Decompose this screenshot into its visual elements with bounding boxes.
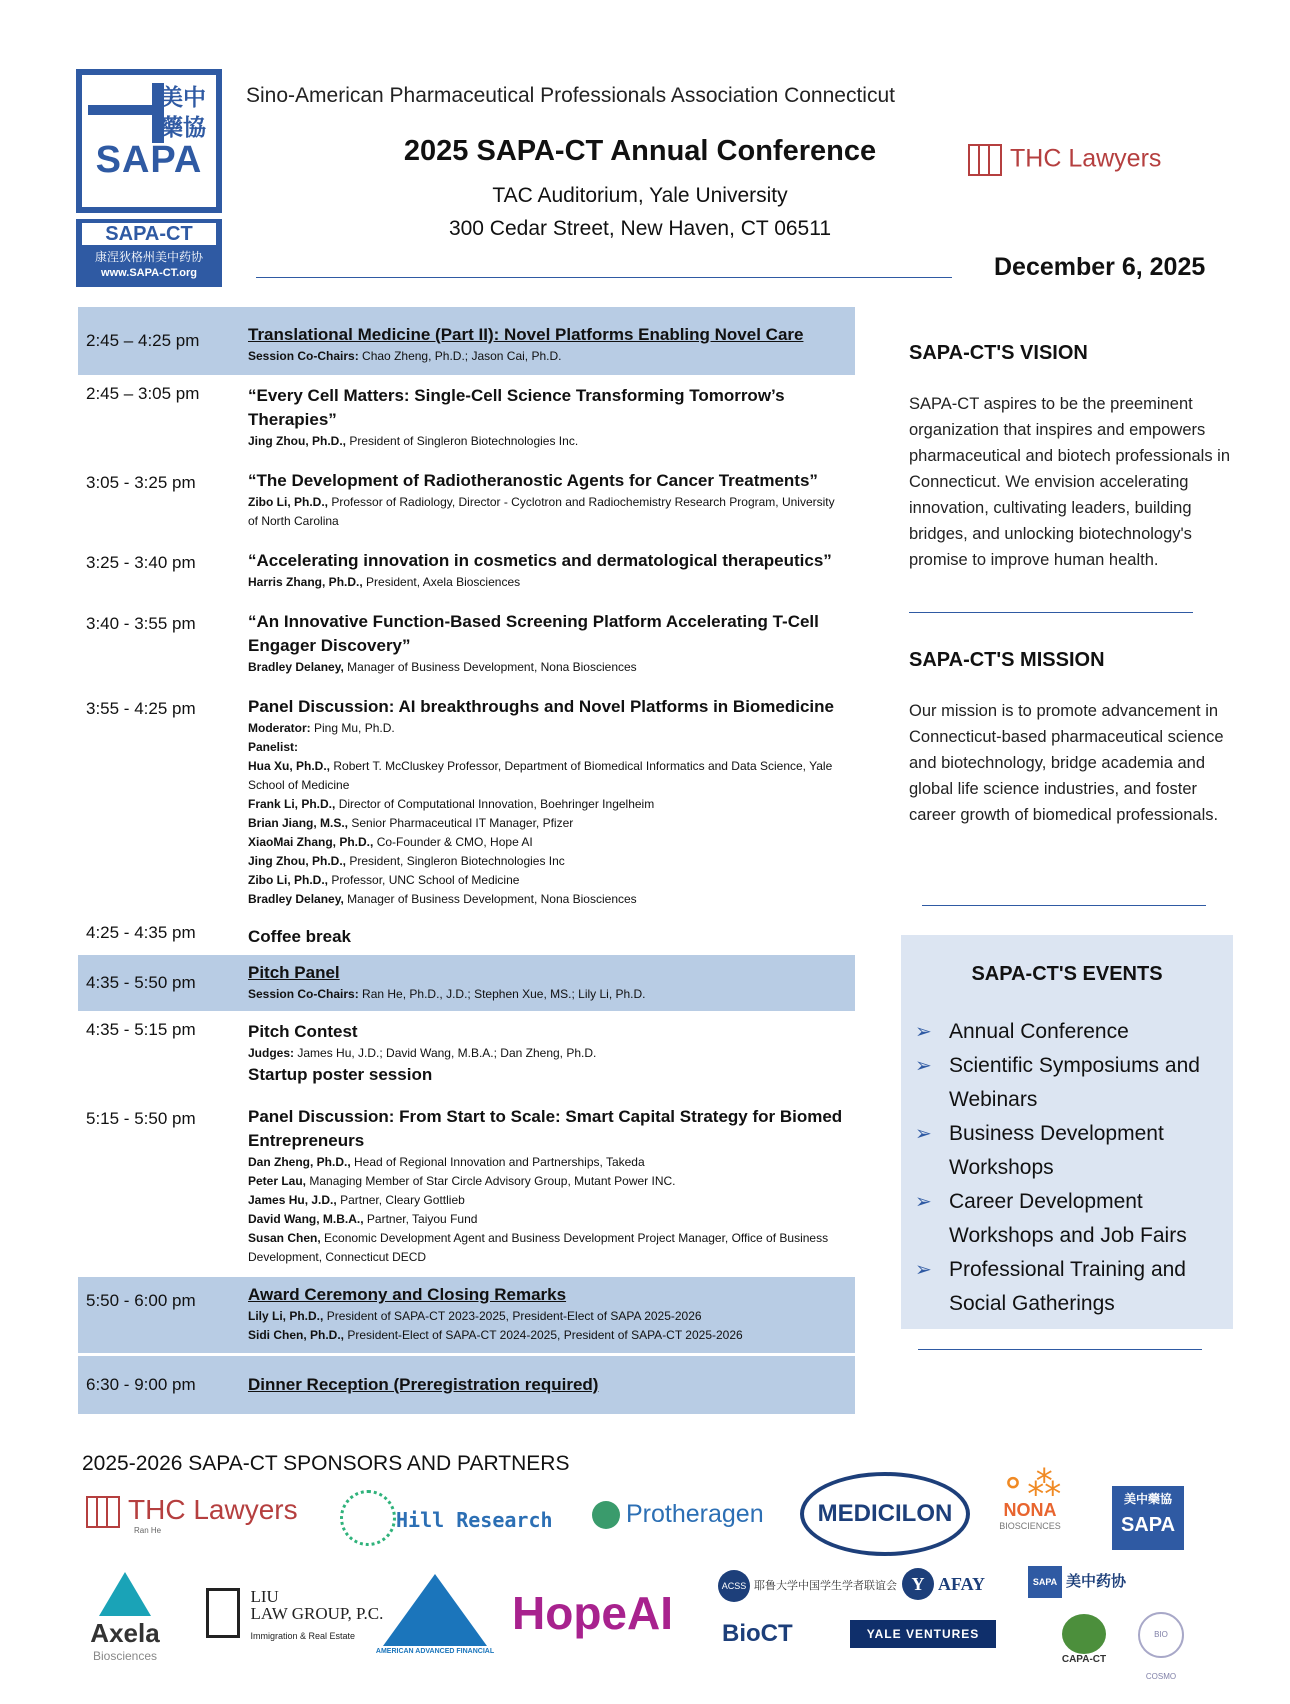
- nona-label: NONA: [1003, 1500, 1057, 1520]
- sponsor-yale-ventures: YALE VENTURES: [850, 1620, 996, 1648]
- conference-date: December 6, 2025: [994, 253, 1206, 281]
- panelist-affiliation: Senior Pharmaceutical IT Manager, Pfizer: [351, 816, 574, 830]
- capa-label: CAPA-CT: [1061, 1654, 1107, 1665]
- org-name: Sino-American Pharmaceutical Professionals Association Connecticut: [246, 84, 895, 107]
- panelist-affiliation: Co-Founder & CMO, Hope AI: [376, 835, 533, 849]
- talk-title: “Every Cell Matters: Single-Cell Science Transforming Tomorrow’s Therapies”: [248, 386, 785, 429]
- events-list: [915, 1015, 1227, 1321]
- panelist-affiliation: Manager of Business Development, Nona Biosciences: [347, 892, 637, 906]
- speaker-affiliation: President-Elect of SAPA-CT 2024-2025, President of SAPA-CT 2025-2026: [347, 1328, 743, 1342]
- events-divider: [918, 1349, 1202, 1350]
- event-label: Professional Training and Social Gatherings: [949, 1258, 1186, 1315]
- panelist-item: [248, 890, 847, 909]
- agenda-row-panel1: [78, 691, 855, 915]
- agenda-row-talk4: [78, 606, 855, 683]
- panelist-name: Peter Lau,: [248, 1174, 307, 1188]
- session-title: Dinner Reception (Preregistration required): [248, 1375, 599, 1394]
- thc-lawyers-label: THC Lawyers: [128, 1494, 298, 1525]
- session-chairs: Chao Zheng, Ph.D.; Jason Cai, Ph.D.: [362, 349, 562, 363]
- panelist-affiliation: Professor, UNC School of Medicine: [331, 873, 520, 887]
- panelist-affiliation: President, Singleron Biotechnologies Inc: [349, 854, 565, 868]
- logo-website: www.SAPA-CT.org: [101, 267, 197, 279]
- events-heading: SAPA-CT'S EVENTS: [971, 963, 1163, 985]
- panelist-name: Jing Zhou, Ph.D.,: [248, 854, 346, 868]
- sponsor-protheragen: [592, 1500, 764, 1529]
- liu-sub: Immigration & Real Estate: [250, 1631, 355, 1641]
- poster-session-title: Startup poster session: [248, 1065, 433, 1084]
- sponsors-heading: 2025-2026 SAPA-CT SPONSORS AND PARTNERS: [82, 1452, 570, 1475]
- liu-line2: LAW GROUP, P.C.: [250, 1604, 384, 1623]
- talk-time: 3:25 - 3:40 pm: [86, 553, 196, 572]
- panelist-name: Bradley Delaney,: [248, 892, 344, 906]
- judges-label: Judges:: [248, 1046, 295, 1060]
- sponsor-nona: [980, 1464, 1080, 1531]
- panelist-affiliation: Robert T. McCluskey Professor, Department of Biomedical Informatics and Data Science, Yale School of Medicine: [248, 759, 833, 792]
- moderator-name: Ping Mu, Ph.D.: [314, 721, 395, 735]
- talk-title: “The Development of Radiotheranostic Agents for Cancer Treatments”: [248, 471, 818, 490]
- session-time: 6:30 - 9:00 pm: [86, 1375, 196, 1394]
- panelist-item: [248, 1210, 847, 1229]
- session-time: 2:45 – 4:25 pm: [86, 331, 200, 350]
- event-item: [915, 1049, 1227, 1117]
- panelist-name: James Hu, J.D.,: [248, 1193, 337, 1207]
- logo-sapa-text: SAPA: [95, 139, 203, 181]
- vision-divider: [909, 612, 1193, 613]
- venue-line-1: TAC Auditorium, Yale University: [492, 184, 788, 207]
- thc-lawyers-logo: [968, 144, 1161, 176]
- event-label: Career Development Workshops and Job Fairs: [949, 1190, 1187, 1247]
- panelist-name: Brian Jiang, M.S.,: [248, 816, 349, 830]
- panelist-name: XiaoMai Zhang, Ph.D.,: [248, 835, 374, 849]
- session-row-dinner: [78, 1356, 855, 1415]
- panelist-affiliation: Partner, Taiyou Fund: [366, 1212, 478, 1226]
- hill-ring-icon: [340, 1490, 396, 1546]
- panelist-item: [248, 1172, 847, 1191]
- speaker-affiliation: President of SAPA-CT 2023-2025, President-Elect of SAPA 2025-2026: [326, 1309, 702, 1323]
- panelist-name: Dan Zheng, Ph.D.,: [248, 1155, 351, 1169]
- nona-sub: BIOSCIENCES: [999, 1521, 1061, 1531]
- sponsor-biocosmo: BIO COSMO: [1138, 1612, 1184, 1658]
- mission-divider: [922, 905, 1206, 906]
- arrow-bullet-icon: ➢: [915, 1191, 932, 1213]
- sponsor-sapa-washington: [1028, 1566, 1126, 1598]
- logo-chars-2: 藥協: [160, 114, 206, 141]
- nona-molecule-icon: ⚬⁂: [998, 1465, 1062, 1503]
- panelist-affiliation: Economic Development Agent and Business Development Project Manager, Office of Business Development, Connecticut DECD: [248, 1231, 829, 1264]
- judges-names: James Hu, J.D.; David Wang, M.B.A.; Dan Zheng, Ph.D.: [297, 1046, 597, 1060]
- speaker-name: Sidi Chen, Ph.D.,: [248, 1328, 345, 1342]
- mission-text: Our mission is to promote advancement in Connecticut-based pharmaceutical science and biotechnology, bridge academia and global life science industries, and foster career growth of biomedical professionals.: [909, 702, 1224, 824]
- sponsor-american-advanced-financial: [372, 1574, 498, 1655]
- liu-mark-icon: [206, 1588, 240, 1638]
- talk-time: 3:40 - 3:55 pm: [86, 614, 196, 633]
- acss-label: 耶鲁大学中国学生学者联谊会: [754, 1579, 897, 1592]
- speaker-name: Jing Zhou, Ph.D.,: [248, 434, 346, 448]
- session-row-translational: [78, 307, 855, 376]
- arrow-bullet-icon: ➢: [915, 1123, 932, 1145]
- session-title: Award Ceremony and Closing Remarks: [248, 1285, 567, 1304]
- sapa-label: SAPA: [1120, 1514, 1176, 1536]
- talk-time: 3:05 - 3:25 pm: [86, 473, 196, 492]
- panel-title: Panel Discussion: From Start to Scale: Smart Capital Strategy for Biomed Entrepreneurs: [248, 1107, 843, 1150]
- conference-title: 2025 SAPA-CT Annual Conference: [403, 135, 877, 167]
- speaker-item: [248, 1307, 847, 1326]
- talk-title: “An Innovative Function-Based Screening Platform Accelerating T-Cell Engager Discovery”: [248, 612, 819, 655]
- sapa-wash-label: 美中药协: [1066, 1572, 1127, 1590]
- event-item: [915, 1185, 1227, 1253]
- hill-research-label: Hill Research: [396, 1508, 553, 1532]
- sponsor-liu-law: [206, 1588, 383, 1645]
- panelist-item: [248, 833, 847, 852]
- panelist-name: Susan Chen,: [248, 1231, 321, 1245]
- vision-text: SAPA-CT aspires to be the preeminent organization that inspires and empowers pharmaceutical and biotech professionals in Connecticut. We envision accelerating innovation, cultivating leaders, building bridges, and unlocking biotechnology's promise to improve human health.: [909, 395, 1231, 569]
- sponsor-thc-lawyers: [86, 1494, 298, 1535]
- panelist-item: [248, 1229, 847, 1267]
- moderator-label: Moderator:: [248, 721, 311, 735]
- event-item: [915, 1015, 1227, 1049]
- panelist-item: [248, 814, 847, 833]
- coffee-title: Coffee break: [248, 927, 351, 946]
- chairs-label: Session Co-Chairs:: [248, 987, 359, 1001]
- logo-sapa-ct-text: SAPA-CT: [82, 223, 216, 245]
- acss-badge-icon: ACSS: [718, 1570, 750, 1602]
- speaker-affiliation: President, Axela Biosciences: [366, 575, 521, 589]
- event-label: Scientific Symposiums and Webinars: [949, 1054, 1200, 1111]
- panelist-affiliation: Director of Computational Innovation, Boehringer Ingelheim: [338, 797, 655, 811]
- speaker-item: [248, 1326, 847, 1345]
- aaf-label: AMERICAN ADVANCED FINANCIAL: [375, 1648, 495, 1655]
- arrow-bullet-icon: ➢: [915, 1021, 932, 1043]
- panelist-item: [248, 1191, 847, 1210]
- session-time: 5:50 - 6:00 pm: [86, 1291, 196, 1310]
- sponsor-axela: [80, 1572, 170, 1663]
- panel-title: Panel Discussion: AI breakthroughs and Novel Platforms in Biomedicine: [248, 697, 834, 716]
- event-label: Business Development Workshops: [949, 1122, 1164, 1179]
- agenda-row-pitch-contest: [78, 1012, 855, 1093]
- speaker-name: Lily Li, Ph.D.,: [248, 1309, 324, 1323]
- sponsor-hopeai: HopeAI: [512, 1587, 673, 1639]
- panelist-item: [248, 1153, 847, 1172]
- speaker-name: Zibo Li, Ph.D.,: [248, 495, 328, 509]
- panelist-name: David Wang, M.B.A.,: [248, 1212, 364, 1226]
- panelist-item: [248, 795, 847, 814]
- event-item: [915, 1253, 1227, 1321]
- mission-heading: SAPA-CT'S MISSION: [909, 649, 1105, 671]
- protheragen-label: Protheragen: [626, 1500, 764, 1528]
- agenda-row-panel2: [78, 1101, 855, 1273]
- axela-sub: Biosciences: [92, 1649, 158, 1663]
- session-row-pitch-panel: [78, 955, 855, 1012]
- session-time: 4:35 - 5:50 pm: [86, 973, 196, 992]
- agenda-row-talk3: [78, 545, 855, 598]
- sapa-wash-badge-icon: SAPA: [1028, 1566, 1062, 1598]
- speaker-affiliation: President of Singleron Biotechnologies Inc.: [349, 434, 579, 448]
- venue-line-2: 300 Cedar Street, New Haven, CT 06511: [448, 217, 832, 240]
- talk-title: “Accelerating innovation in cosmetics and dermatological therapeutics”: [248, 551, 832, 570]
- thc-mark-icon: [968, 144, 1002, 176]
- thc-mark-icon: [86, 1496, 120, 1528]
- panelist-affiliation: Managing Member of Star Circle Advisory Group, Mutant Power INC.: [309, 1174, 676, 1188]
- speaker-name: Bradley Delaney,: [248, 660, 344, 674]
- logo-chars-1: 美中: [160, 84, 206, 111]
- session-title: Translational Medicine (Part II): Novel Platforms Enabling Novel Care: [248, 325, 804, 344]
- axela-label: Axela: [90, 1618, 160, 1648]
- talk-time: 4:35 - 5:15 pm: [86, 1020, 196, 1039]
- panelist-name: Zibo Li, Ph.D.,: [248, 873, 328, 887]
- talk-time: 2:45 – 3:05 pm: [86, 384, 200, 403]
- speaker-name: Harris Zhang, Ph.D.,: [248, 575, 363, 589]
- panelist-name: Frank Li, Ph.D.,: [248, 797, 336, 811]
- agenda-row-talk1: [78, 376, 855, 457]
- chairs-label: Session Co-Chairs:: [248, 349, 359, 363]
- panelist-affiliation: Partner, Cleary Gottlieb: [340, 1193, 465, 1207]
- capa-tree-icon: [1062, 1614, 1106, 1654]
- coffee-time: 4:25 - 4:35 pm: [86, 923, 196, 942]
- talk-title: Pitch Contest: [248, 1022, 358, 1041]
- sapa-ct-logo: [76, 69, 222, 287]
- afay-label: AFAY: [938, 1574, 986, 1594]
- session-title: Pitch Panel: [248, 963, 340, 982]
- session-chairs: Ran He, Ph.D., J.D.; Stephen Xue, MS.; Lily Li, Ph.D.: [362, 987, 646, 1001]
- panelist-item: [248, 871, 847, 890]
- logo-chinese-ct: 康涅狄格州美中药协: [94, 250, 203, 264]
- liu-line1: LIU: [250, 1587, 279, 1606]
- afay-y-icon: Y: [902, 1568, 934, 1600]
- panelist-label: Panelist:: [248, 740, 299, 754]
- sponsor-medicilon: MEDICILON: [800, 1472, 970, 1556]
- panelist-affiliation: Head of Regional Innovation and Partnerships, Takeda: [354, 1155, 645, 1169]
- header-divider: [256, 277, 952, 278]
- sponsor-capa-ct: [1054, 1614, 1114, 1665]
- events-box: [901, 935, 1233, 1329]
- panel-time: 5:15 - 5:50 pm: [86, 1109, 196, 1128]
- session-row-award: [78, 1277, 855, 1354]
- axela-mark-icon: [99, 1572, 151, 1616]
- sapa-chars: 美中藥協: [1123, 1492, 1172, 1506]
- sponsor-bioct: BioCT: [722, 1620, 793, 1647]
- panel-time: 3:55 - 4:25 pm: [86, 699, 196, 718]
- agenda-table: [78, 307, 855, 1415]
- vision-heading: SAPA-CT'S VISION: [909, 342, 1088, 364]
- speaker-affiliation: Manager of Business Development, Nona Biosciences: [347, 660, 637, 674]
- event-item: [915, 1117, 1227, 1185]
- sponsor-sapa: [1112, 1486, 1184, 1550]
- protheragen-icon: [592, 1501, 620, 1529]
- sponsor-afay: [902, 1568, 985, 1600]
- agenda-row-coffee: [78, 915, 855, 955]
- aaf-mountain-icon: [383, 1574, 487, 1646]
- panelist-name: Hua Xu, Ph.D.,: [248, 759, 331, 773]
- panelist-item: [248, 757, 847, 795]
- speaker-affiliation: Professor of Radiology, Director - Cyclotron and Radiochemistry Research Program, University of North Carolina: [248, 495, 835, 528]
- thc-lawyers-text: THC Lawyers: [1010, 144, 1162, 173]
- arrow-bullet-icon: ➢: [915, 1259, 932, 1281]
- panelist-item: [248, 852, 847, 871]
- event-label: Annual Conference: [949, 1020, 1129, 1043]
- agenda-row-talk2: [78, 465, 855, 537]
- sponsor-acss: [718, 1570, 897, 1602]
- thc-sub: Ran He: [134, 1525, 162, 1535]
- arrow-bullet-icon: ➢: [915, 1055, 932, 1077]
